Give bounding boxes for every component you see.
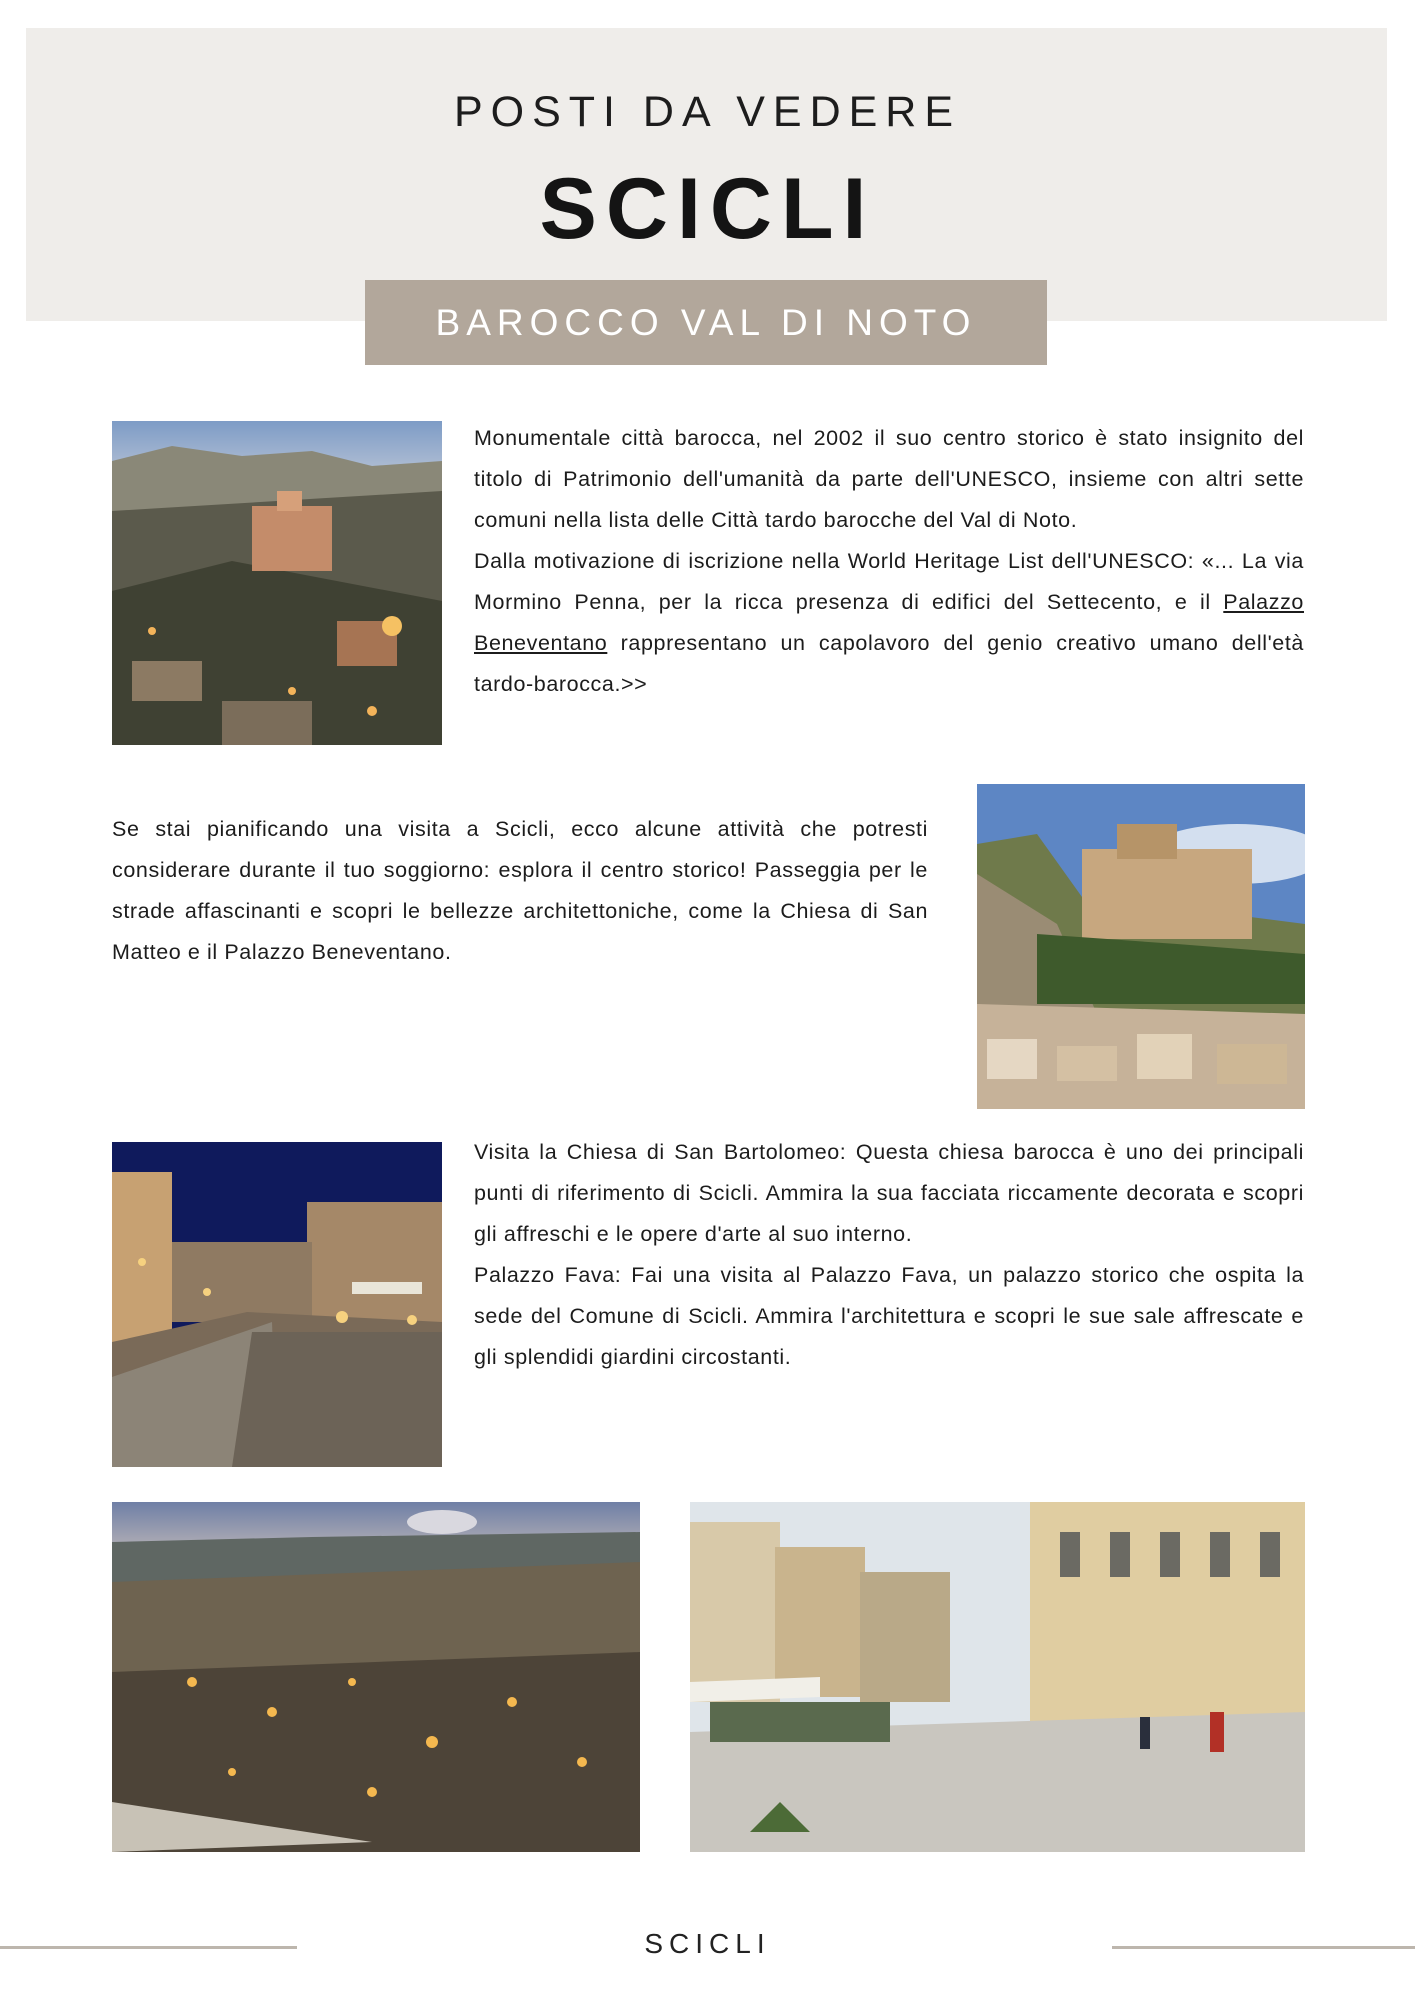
intro-text [474, 418, 1304, 705]
visit-paragraph: Se stai pianificando una visita a Scicli, ecco alcune attività che potresti considerare durante il tuo soggiorno: esplora il centro storico! Passeggia per le strade affascinanti e scopri le bellezze architettoniche, come la Chiesa di San Matteo e il Palazzo Beneventano. [112, 817, 928, 964]
san-bartolomeo-paragraph: Visita la Chiesa di San Bartolomeo: Questa chiesa barocca è uno dei principali punti di riferimento di Scicli. Ammira la sua facciata riccamente decorata e scopri gli affreschi e le opere d'arte al suo interno. [474, 1140, 1304, 1246]
churches-text [474, 1132, 1304, 1378]
palazzo-fava-paragraph: Palazzo Fava: Fai una visita al Palazzo Fava, un palazzo storico che ospita la sede del Comune di Scicli. Ammira l'architettura e scopri le sue sale affrescate e gli splendidi giardini circostanti. [474, 1263, 1304, 1369]
palazzo-beneventano-link[interactable]: Palazzo Beneventano [474, 590, 1304, 655]
visit-text [112, 809, 928, 973]
page-kicker: POSTI DA VEDERE [453, 88, 962, 136]
footer-label: SCICLI [644, 1928, 771, 1959]
photo-night-street [112, 1142, 442, 1467]
photo-church-on-cliff [977, 784, 1305, 1109]
photo-hillside-church-dusk [112, 421, 442, 745]
unesco-text-start: Dalla motivazione di iscrizione nella World Heritage List dell'UNESCO: «... La via Mormino Penna, per la ricca presenza di edifici del Settecento, e il [474, 549, 1304, 614]
photo-baroque-street [690, 1502, 1305, 1852]
page-title: SCICLI [539, 161, 876, 257]
photo-town-panorama-dusk [112, 1502, 640, 1852]
unesco-paragraph [474, 541, 1304, 705]
intro-paragraph: Monumentale città barocca, nel 2002 il suo centro storico è stato insignito del titolo di Patrimonio dell'umanità da parte dell'UNESCO, insieme con altri sette comuni nella lista delle Città tardo barocche del Val di Noto. [474, 426, 1304, 532]
subtitle-banner: BAROCCO VAL DI NOTO [365, 280, 1047, 365]
unesco-text-end: rappresentano un capolavoro del genio creativo umano dell'età tardo-barocca.>> [474, 631, 1304, 696]
